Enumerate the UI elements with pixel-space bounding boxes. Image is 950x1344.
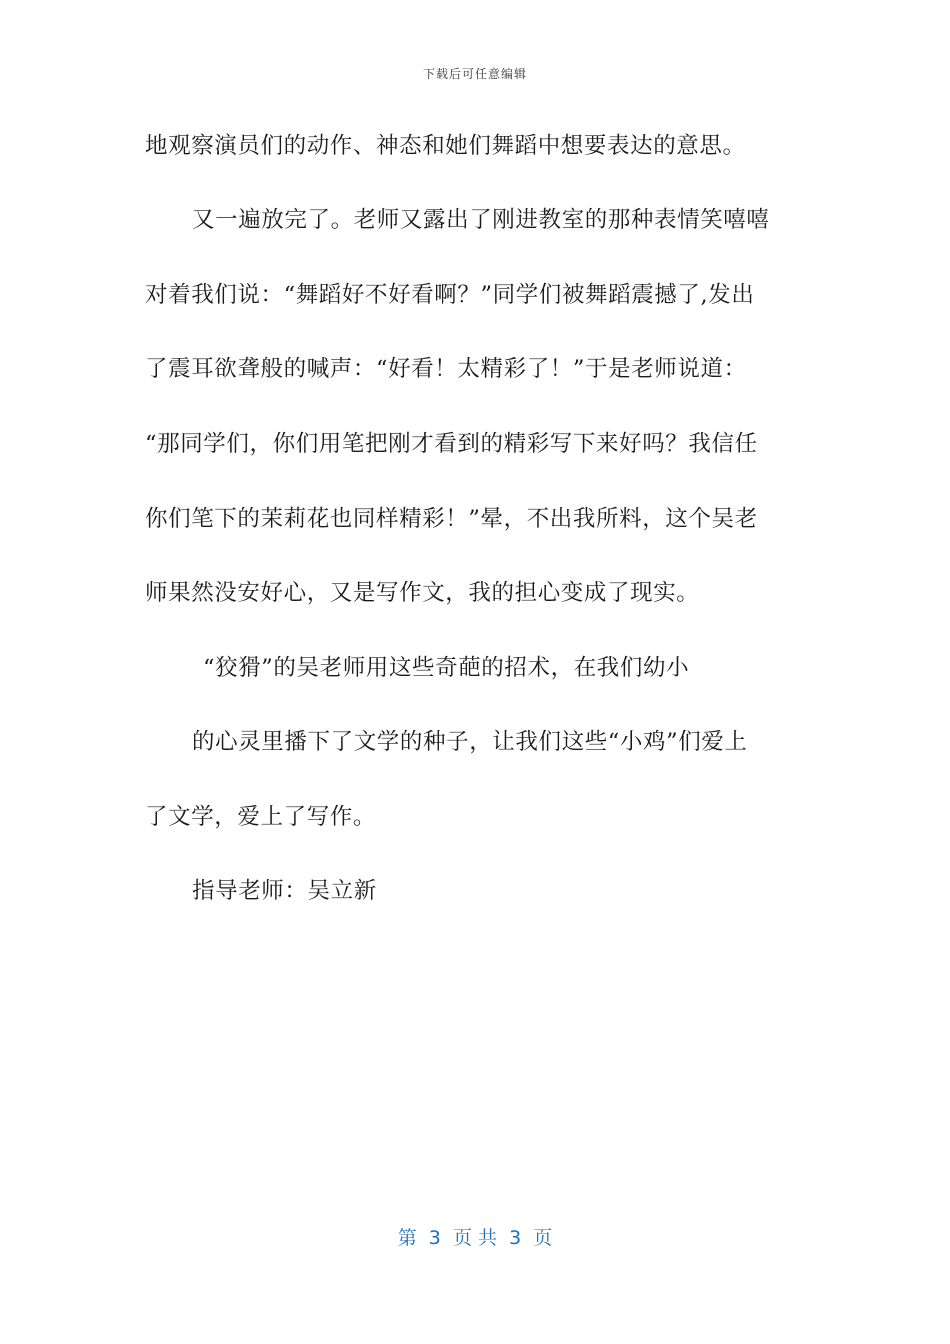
paragraph-line: 对着我们说：“舞蹈好不好看啊？”同学们被舞蹈震撼了,发出: [145, 282, 755, 308]
paragraph-line: 又一遍放完了。老师又露出了刚进教室的那种表情笑嘻嘻: [192, 207, 770, 233]
paragraph-line: 地观察演员们的动作、神态和她们舞蹈中想要表达的意思。: [145, 133, 746, 159]
paragraph-line: 师果然没安好心，又是写作文，我的担心变成了现实。: [145, 580, 700, 606]
paragraph-line: 的心灵里播下了文学的种子，让我们这些“小鸡”们爱上: [192, 729, 748, 755]
page-header-note: 下载后可任意编辑: [422, 67, 527, 81]
paragraph-line: 了震耳欲聋般的喊声：“好看！太精彩了！”于是老师说道：: [145, 356, 747, 382]
paragraph-line: 你们笔下的茉莉花也同样精彩！”晕，不出我所料，这个吴老: [145, 506, 758, 532]
page-number-footer: 第 3 页 共 3 页: [397, 1227, 553, 1249]
paragraph-line: 了文学，爱上了写作。: [145, 804, 377, 830]
paragraph-line: “那同学们，你们用笔把刚才看到的精彩写下来好吗？我信任: [145, 431, 758, 457]
paragraph-line: “狡猾”的吴老师用这些奇葩的招术，在我们幼小: [203, 655, 690, 681]
advisor-line: 指导老师：吴立新: [192, 878, 377, 904]
